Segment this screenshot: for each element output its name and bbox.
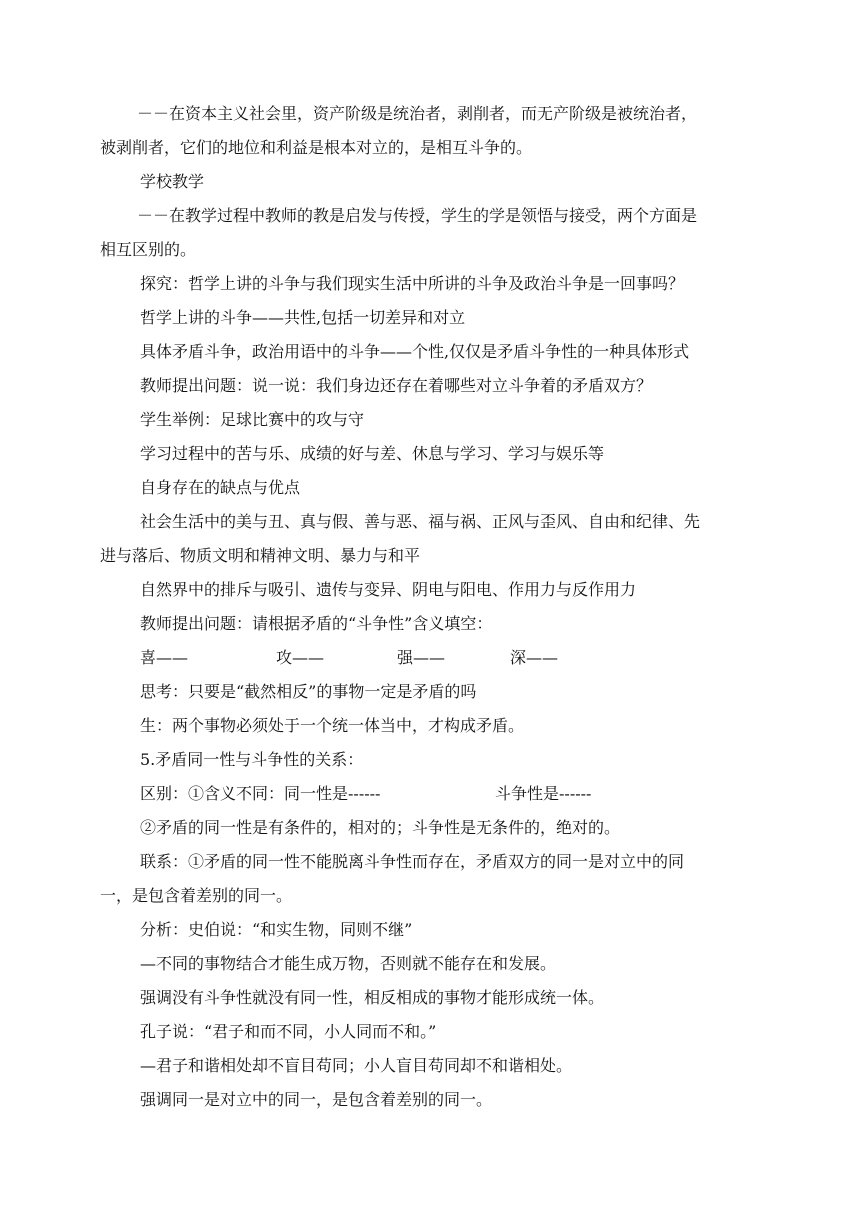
fill-blank: 深—— [510,648,559,667]
difference-row [140,777,790,811]
paragraph-line: 进与落后、物质文明和精神文明、暴力与和平 [100,546,421,565]
paragraph-line: 哲学上讲的斗争——共性,包括一切差异和对立 [140,308,466,327]
paragraph-line: 相互区别的。 [100,240,197,259]
paragraph-line: 思考：只要是“截然相反”的事物一定是矛盾的吗 [140,682,477,701]
paragraph-line: 教师提出问题：请根据矛盾的“斗争性”含义填空： [140,614,493,633]
paragraph-line: －－在资本主义社会里，资产阶级是统治者，剥削者，而无产阶级是被统治者， [137,104,698,123]
paragraph-line: 学校教学 [140,172,205,191]
section-heading: 5.矛盾同一性与斗争性的关系： [140,750,364,769]
difference-left: 区别：①含义不同：同一性是------ [140,784,381,803]
fill-blank: 强—— [397,648,446,667]
paragraph-line: 自身存在的缺点与优点 [140,478,301,497]
fill-blank: 喜—— [140,648,189,667]
paragraph-line: 自然界中的排斥与吸引、遗传与变异、阴电与阳电、作用力与反作用力 [140,580,637,599]
paragraph-line: —不同的事物结合才能生成万物，否则就不能存在和发展。 [140,954,557,973]
paragraph-line: 分析：史伯说：“和实生物，同则不继” [140,920,413,939]
paragraph-line: 联系：①矛盾的同一性不能脱离斗争性而存在，矛盾双方的同一是对立中的同 [140,852,685,871]
paragraph-line: —君子和谐相处却不盲目苟同；小人盲目苟同却不和谐相处。 [140,1056,573,1075]
paragraph-line: 社会生活中的美与丑、真与假、善与恶、福与祸、正风与歪风、自由和纪律、先 [140,512,701,531]
difference-right: 斗争性是------ [495,784,592,803]
paragraph-line: 孔子说：“君子和而不同，小人同而不和。” [140,1022,437,1041]
paragraph-line: 学习过程中的苦与乐、成绩的好与差、休息与学习、学习与娱乐等 [140,444,605,463]
paragraph-line: ②矛盾的同一性是有条件的，相对的；斗争性是无条件的，绝对的。 [140,818,621,837]
paragraph-line: 学生举例：足球比赛中的攻与守 [140,410,365,429]
fill-blank-row [140,641,790,675]
paragraph-line: 强调同一是对立中的同一，是包含着差别的同一。 [140,1090,493,1109]
fill-blank: 攻—— [276,648,325,667]
paragraph-line: 强调没有斗争性就没有同一性，相反相成的事物才能形成统一体。 [140,988,605,1007]
paragraph-line: 被剥削者，它们的地位和利益是根本对立的，是相互斗争的。 [100,138,533,157]
paragraph-line: 生：两个事物必须处于一个统一体当中，才构成矛盾。 [140,716,525,735]
paragraph-line: 具体矛盾斗争，政治用语中的斗争——个性,仅仅是矛盾斗争性的一种具体形式 [140,342,690,361]
paragraph-line: 一，是包含着差别的同一。 [100,886,293,905]
paragraph-line: 教师提出问题：说一说：我们身边还存在着哪些对立斗争着的矛盾双方？ [140,376,653,395]
paragraph-line: －－在教学过程中教师的教是启发与传授，学生的学是领悟与接受，两个方面是 [137,206,698,225]
paragraph-line: 探究：哲学上讲的斗争与我们现实生活中所讲的斗争及政治斗争是一回事吗？ [140,274,685,293]
